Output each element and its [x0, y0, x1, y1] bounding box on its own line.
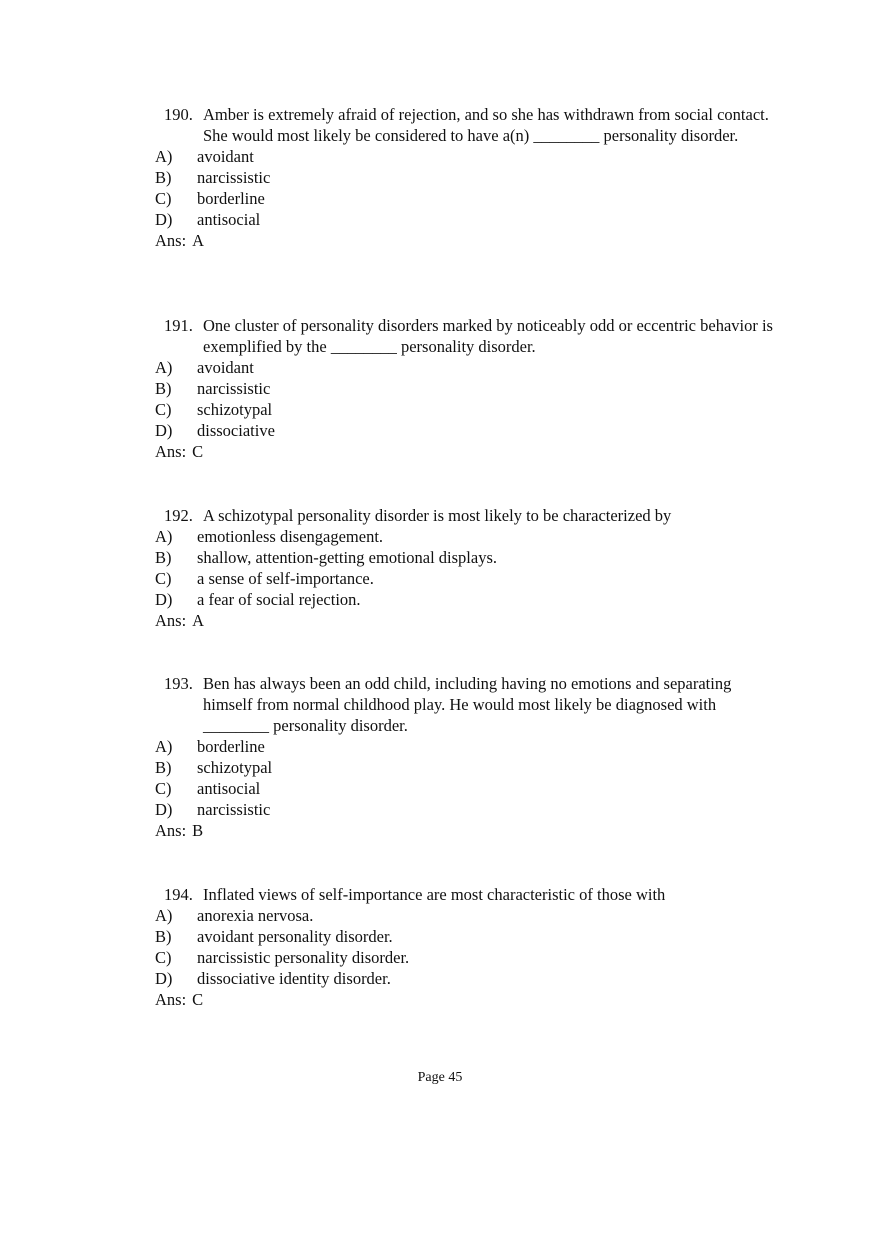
- option-text: shallow, attention-getting emotional displays.: [197, 548, 498, 567]
- option-a: [155, 357, 775, 378]
- option-a: [155, 526, 775, 547]
- option-letter: D): [155, 800, 173, 819]
- answer-value: C: [192, 990, 204, 1009]
- option-text: a fear of social rejection.: [197, 590, 361, 609]
- option-c: [155, 399, 775, 420]
- question-number: 192.: [164, 506, 193, 525]
- option-text: anorexia nervosa.: [197, 906, 314, 925]
- option-b: [155, 757, 775, 778]
- option-b: [155, 926, 775, 947]
- question-number: 190.: [164, 105, 193, 124]
- option-text: antisocial: [197, 210, 261, 229]
- option-text: borderline: [197, 737, 265, 756]
- option-a: [155, 905, 775, 926]
- option-letter: A): [155, 147, 173, 166]
- option-d: [155, 799, 775, 820]
- answer-line: [155, 230, 775, 251]
- option-text: antisocial: [197, 779, 261, 798]
- question-194: [155, 884, 775, 1010]
- option-letter: C): [155, 948, 172, 967]
- question-text: Inflated views of self-importance are most characteristic of those with: [203, 885, 666, 904]
- option-text: borderline: [197, 189, 265, 208]
- option-letter: A): [155, 358, 173, 377]
- option-text: emotionless disengagement.: [197, 527, 384, 546]
- option-letter: A): [155, 906, 173, 925]
- option-letter: D): [155, 421, 173, 440]
- question-193: [155, 673, 775, 841]
- option-letter: C): [155, 189, 172, 208]
- answer-label: Ans:: [155, 990, 187, 1009]
- page-number: Page 45: [417, 1070, 463, 1085]
- option-a: [155, 146, 775, 167]
- question-stem: [155, 315, 775, 357]
- option-b: [155, 167, 775, 188]
- option-letter: C): [155, 569, 172, 588]
- question-192: [155, 505, 775, 631]
- question-191: [155, 315, 775, 462]
- option-text: schizotypal: [197, 758, 273, 777]
- option-letter: A): [155, 527, 173, 546]
- option-letter: C): [155, 779, 172, 798]
- answer-label: Ans:: [155, 231, 187, 250]
- option-text: narcissistic: [197, 800, 271, 819]
- answer-label: Ans:: [155, 821, 187, 840]
- option-letter: B): [155, 168, 172, 187]
- answer-line: [155, 610, 775, 631]
- question-text: A schizotypal personality disorder is most likely to be characterized by: [203, 506, 672, 525]
- option-text: avoidant personality disorder.: [197, 927, 393, 946]
- option-c: [155, 188, 775, 209]
- option-letter: D): [155, 969, 173, 988]
- option-letter: B): [155, 548, 172, 567]
- option-d: [155, 968, 775, 989]
- answer-value: A: [192, 611, 205, 630]
- question-number: 194.: [164, 885, 193, 904]
- option-text: avoidant: [197, 147, 254, 166]
- answer-value: B: [192, 821, 204, 840]
- option-text: narcissistic personality disorder.: [197, 948, 410, 967]
- question-text: One cluster of personality disorders marked by noticeably odd or eccentric behavior is exemplified by the ________ personality disorder.: [203, 316, 773, 356]
- answer-label: Ans:: [155, 611, 187, 630]
- option-letter: B): [155, 379, 172, 398]
- question-text: Amber is extremely afraid of rejection, and so she has withdrawn from social contact. She would most likely be considered to have a(n) ________ personality disorder.: [203, 105, 769, 145]
- option-text: avoidant: [197, 358, 254, 377]
- option-b: [155, 547, 775, 568]
- option-b: [155, 378, 775, 399]
- option-letter: B): [155, 927, 172, 946]
- option-a: [155, 736, 775, 757]
- option-text: dissociative identity disorder.: [197, 969, 391, 988]
- option-text: a sense of self-importance.: [197, 569, 374, 588]
- answer-line: [155, 989, 775, 1010]
- question-text: Ben has always been an odd child, including having no emotions and separating himself from normal childhood play. He would most likely be diagnosed with ________ personality disorder.: [203, 674, 732, 735]
- option-text: dissociative: [197, 421, 275, 440]
- question-number: 191.: [164, 316, 193, 335]
- option-c: [155, 947, 775, 968]
- answer-value: C: [192, 442, 204, 461]
- question-stem: [155, 884, 775, 905]
- option-text: narcissistic: [197, 379, 271, 398]
- option-c: [155, 568, 775, 589]
- option-letter: D): [155, 210, 173, 229]
- answer-label: Ans:: [155, 442, 187, 461]
- question-190: [155, 104, 775, 251]
- option-text: schizotypal: [197, 400, 273, 419]
- option-d: [155, 420, 775, 441]
- option-letter: A): [155, 737, 173, 756]
- option-text: narcissistic: [197, 168, 271, 187]
- option-d: [155, 209, 775, 230]
- option-letter: C): [155, 400, 172, 419]
- question-number: 193.: [164, 674, 193, 693]
- question-stem: [155, 104, 775, 146]
- answer-line: [155, 820, 775, 841]
- option-letter: B): [155, 758, 172, 777]
- option-d: [155, 589, 775, 610]
- option-c: [155, 778, 775, 799]
- question-stem: [155, 505, 775, 526]
- answer-value: A: [192, 231, 205, 250]
- answer-line: [155, 441, 775, 462]
- option-letter: D): [155, 590, 173, 609]
- question-stem: [155, 673, 775, 736]
